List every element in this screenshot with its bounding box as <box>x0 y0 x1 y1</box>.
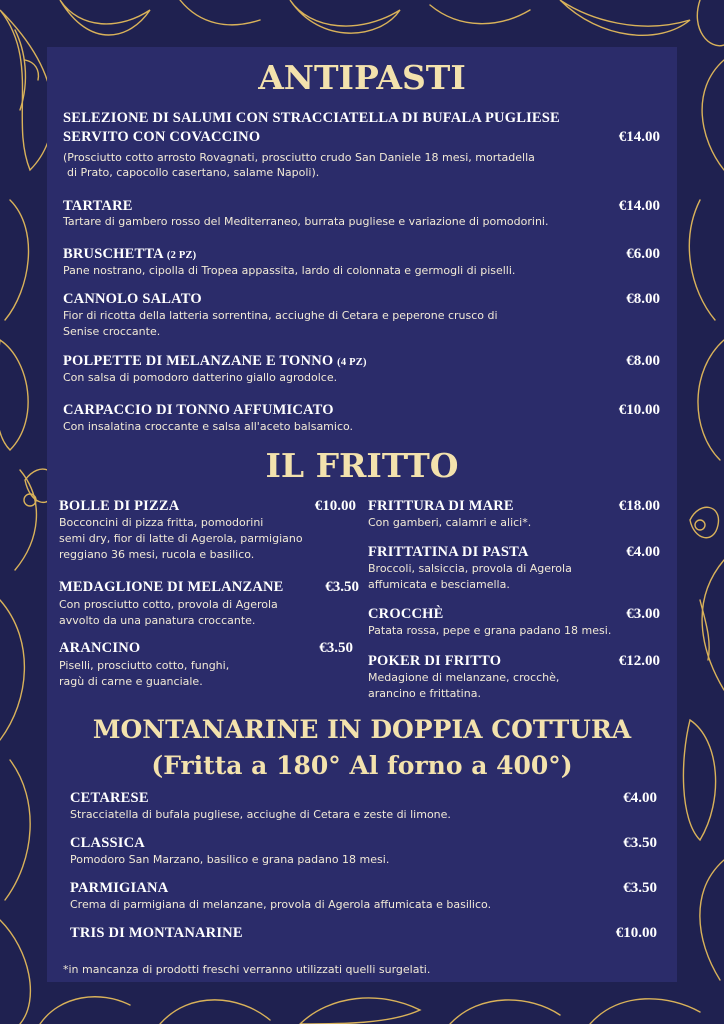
item-price: €8.00 <box>626 291 660 307</box>
leaf-ornament-icon <box>0 600 24 740</box>
item-name: MEDAGLIONE DI MELANZANE <box>59 579 284 595</box>
item-name: POLPETTE DI MELANZANE E TONNO (4 PZ) <box>63 353 367 369</box>
item-description: Patata rossa, pepe e grana padano 18 mesi. <box>368 624 612 637</box>
section-title-montanarine: MONTANARINE IN DOPPIA COTTURA <box>92 715 632 744</box>
item-description: di Prato, capocollo casertano, salame Napoli). <box>67 166 320 179</box>
item-price: €10.00 <box>615 925 657 941</box>
item-description: Piselli, prosciutto cotto, funghi, <box>59 659 230 672</box>
item-description: Con salsa di pomodoro datterino giallo agrodolce. <box>63 371 338 384</box>
item-name: BRUSCHETTA (2 PZ) <box>63 246 197 262</box>
item-name: CETARESE <box>70 790 149 806</box>
item-description: (Prosciutto cotto arrosto Rovagnati, prosciutto crudo San Daniele 18 mesi, mortadella <box>63 151 535 164</box>
section-title-fritto: IL FRITTO <box>265 446 459 485</box>
leaf-ornament-icon <box>700 600 709 660</box>
item-description: affumicata e besciamella. <box>368 578 510 591</box>
item-description: Medagione di melanzane, crocchè, <box>368 671 560 684</box>
leaf-ornament-icon <box>0 340 28 450</box>
item-name: SERVITO CON COVACCINO <box>63 129 261 145</box>
item-price: €3.50 <box>325 579 359 595</box>
item-description: Crema di parmigiana di melanzane, provola di Agerola affumicata e basilico. <box>70 898 492 911</box>
item-price: €6.00 <box>626 246 660 262</box>
item-description: Pomodoro San Marzano, basilico e grana padano 18 mesi. <box>70 853 390 866</box>
item-description: Tartare di gambero rosso del Mediterraneo, burrata pugliese e variazione di pomodorini. <box>63 215 549 228</box>
item-description: ragù di carne e guanciale. <box>59 675 203 688</box>
leaf-ornament-icon <box>5 760 30 900</box>
item-description: Fior di ricotta della latteria sorrentina, acciughe di Cetara e peperone crusco di <box>63 309 498 322</box>
item-name: ARANCINO <box>59 640 141 656</box>
leaf-ornament-icon <box>0 920 30 1024</box>
leaf-ornament-icon <box>683 720 715 840</box>
item-name: TRIS DI MONTANARINE <box>70 925 243 941</box>
item-description: reggiano 36 mesi, rucola e basilico. <box>59 548 255 561</box>
item-price: €3.50 <box>319 640 353 656</box>
item-description: Stracciatella di bufala pugliese, acciughe di Cetara e zeste di limone. <box>70 808 451 821</box>
item-description: Con insalatina croccante e salsa all'aceto balsamico. <box>63 420 354 433</box>
leaf-ornament-icon <box>160 1000 270 1024</box>
leaf-ornament-icon <box>689 200 715 320</box>
item-price: €4.00 <box>623 790 657 806</box>
item-name: FRITTURA DI MARE <box>368 498 514 514</box>
item-name: SELEZIONE DI SALUMI CON STRACCIATELLA DI BUFALA PUGLIESE <box>63 110 560 126</box>
item-price: €12.00 <box>618 653 660 669</box>
item-name: CARPACCIO DI TONNO AFFUMICATO <box>63 402 334 418</box>
item-description: Broccoli, salsiccia, provola di Agerola <box>368 562 572 575</box>
item-price: €4.00 <box>626 544 660 560</box>
item-price: €10.00 <box>314 498 356 514</box>
item-name: CROCCHÈ <box>368 606 444 622</box>
leaf-ornament-icon <box>702 60 724 170</box>
item-description: Senise croccante. <box>63 325 161 338</box>
leaf-ornament-icon <box>5 200 29 320</box>
leaf-ornament-icon <box>300 998 420 1024</box>
item-name: POKER DI FRITTO <box>368 653 502 669</box>
section-subtitle: (Fritta a 180° Al forno a 400°) <box>151 751 573 780</box>
leaf-ornament-icon <box>698 340 724 460</box>
leaf-ornament-icon <box>290 0 400 33</box>
item-price: €14.00 <box>618 129 660 145</box>
item-price: €18.00 <box>618 498 660 514</box>
item-price: €8.00 <box>626 353 660 369</box>
section-title-antipasti: ANTIPASTI <box>258 58 466 97</box>
leaf-ornament-icon <box>180 0 260 25</box>
item-description: Con gamberi, calamri e alici*. <box>368 516 532 529</box>
item-name: TARTARE <box>63 198 133 214</box>
leaf-ornament-icon <box>40 997 130 1024</box>
item-price: €3.50 <box>623 835 657 851</box>
leaf-ornament-icon <box>430 5 530 24</box>
leaf-ornament-icon <box>590 999 700 1024</box>
footnote: *in mancanza di prodotti freschi verranno utilizzati quelli surgelati. <box>63 963 431 976</box>
item-name: FRITTATINA DI PASTA <box>368 544 529 560</box>
item-price: €3.00 <box>626 606 660 622</box>
leaf-ornament-icon <box>0 10 53 170</box>
leaf-ornament-icon <box>700 860 724 980</box>
item-price: €3.50 <box>623 880 657 896</box>
item-description: Pane nostrano, cipolla di Tropea appassita, lardo di colonnata e germogli di piselli. <box>63 264 516 277</box>
item-description: avvolto da una panatura croccante. <box>59 614 256 627</box>
item-price: €14.00 <box>618 198 660 214</box>
leaf-ornament-icon <box>60 0 150 35</box>
item-name: CLASSICA <box>70 835 145 851</box>
item-name: BOLLE DI PIZZA <box>59 498 180 514</box>
leaf-ornament-icon <box>450 1000 560 1024</box>
item-description: arancino e frittatina. <box>368 687 481 700</box>
item-description: Con prosciutto cotto, provola di Agerola <box>59 598 278 611</box>
item-description: semi dry, fior di latte di Agerola, parmigiano <box>59 532 303 545</box>
leaf-ornament-icon <box>560 0 690 35</box>
item-name: PARMIGIANA <box>70 880 169 896</box>
leaf-ornament-icon <box>702 560 724 690</box>
leaf-ornament-icon <box>697 0 724 46</box>
item-price: €10.00 <box>618 402 660 418</box>
item-description: Bocconcini di pizza fritta, pomodorini <box>59 516 264 529</box>
item-name: CANNOLO SALATO <box>63 291 202 307</box>
